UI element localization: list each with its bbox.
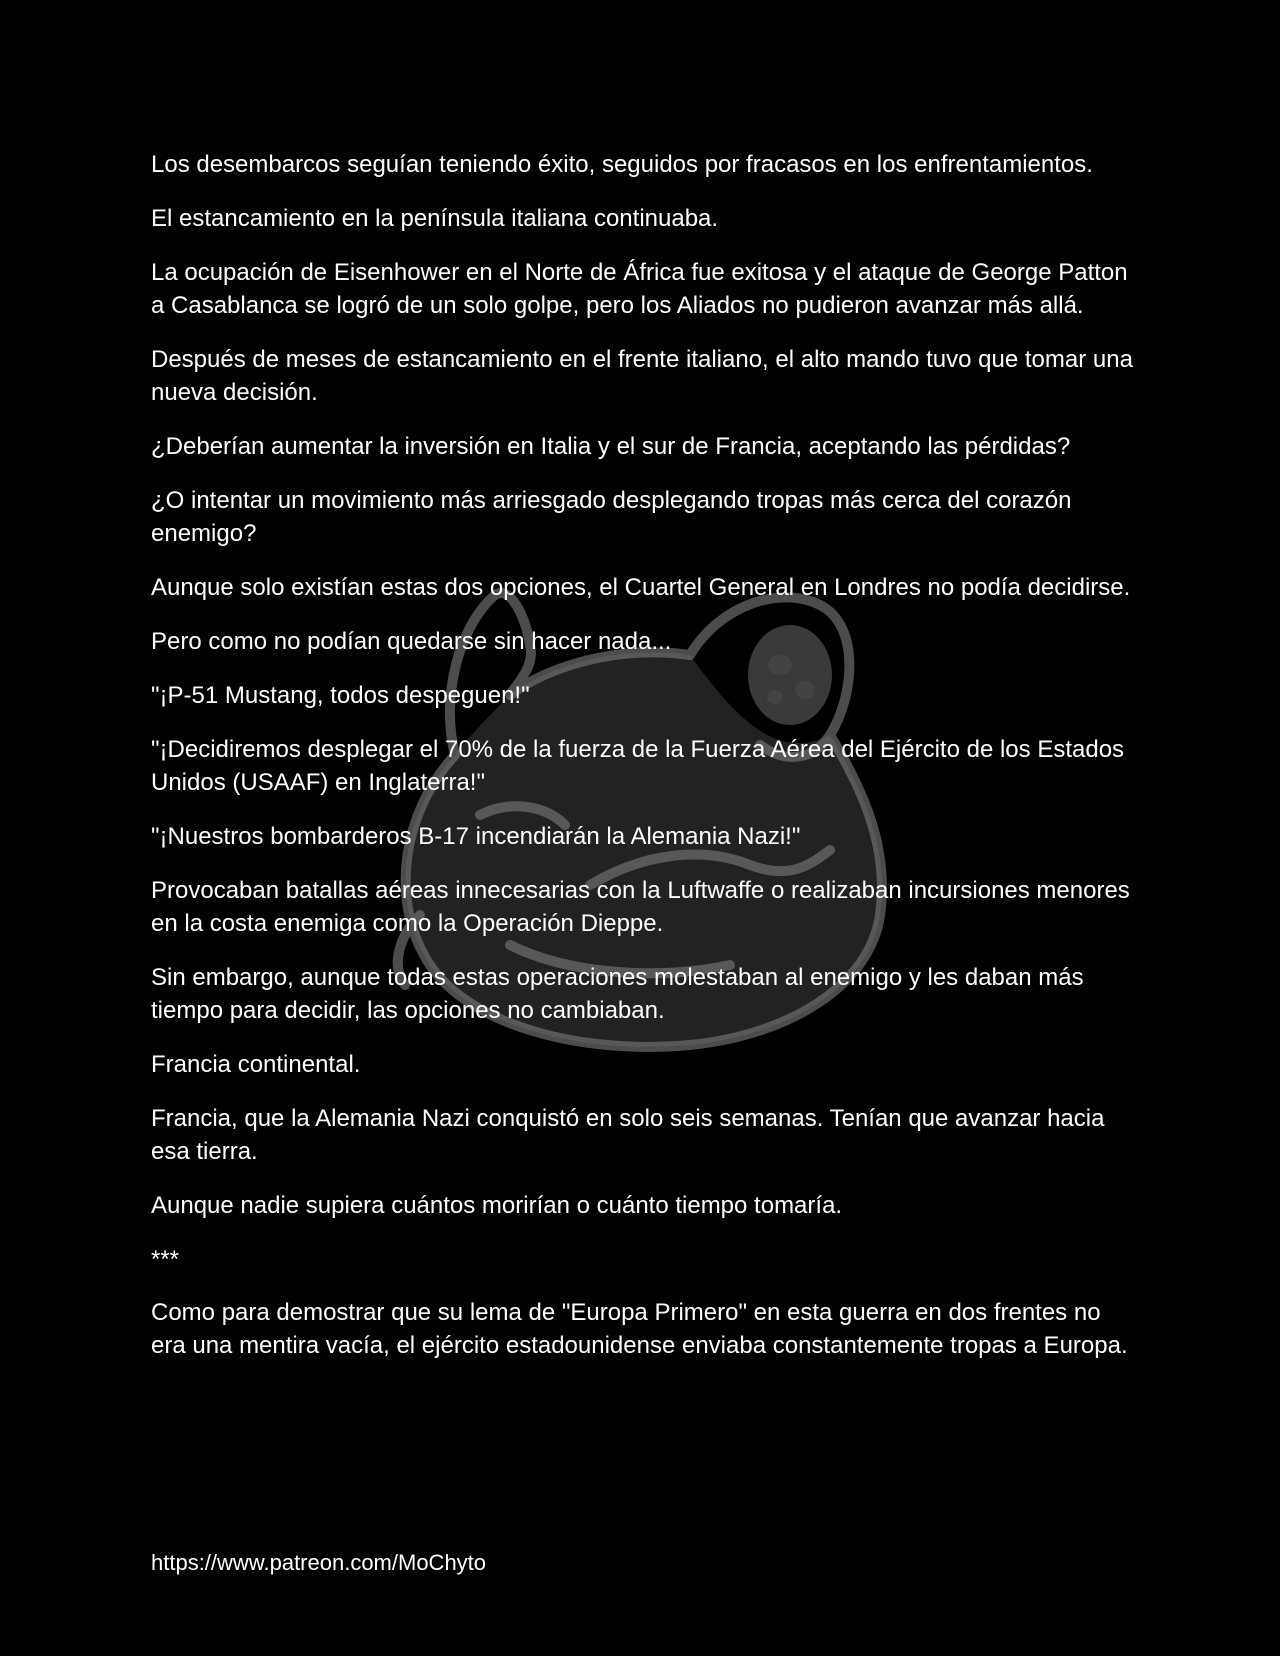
paragraph: Aunque nadie supiera cuántos morirían o cuánto tiempo tomaría.: [151, 1192, 843, 1219]
paragraph: La ocupación de Eisenhower en el Norte de África fue exitosa y el ataque de George Patton a Casablanca se logró de un solo golpe, pero los Aliados no pudieron avanzar más allá.: [151, 259, 1128, 319]
paragraph: "¡Decidiremos desplegar el 70% de la fuerza de la Fuerza Aérea del Ejército de los Estados Unidos (USAAF) en Inglaterra!": [151, 736, 1125, 796]
section-separator: ***: [151, 1246, 180, 1273]
paragraph: "¡P-51 Mustang, todos despeguen!": [151, 682, 530, 709]
paragraph: Francia continental.: [151, 1051, 361, 1078]
paragraph: Francia, que la Alemania Nazi conquistó en solo seis semanas. Tenían que avanzar hacia esa tierra.: [151, 1105, 1105, 1165]
paragraph: Sin embargo, aunque todas estas operaciones molestaban al enemigo y les daban más tiempo para decidir, las opciones no cambiaban.: [151, 964, 1084, 1024]
paragraph: ¿O intentar un movimiento más arriesgado desplegando tropas más cerca del corazón enemigo?: [151, 487, 1072, 547]
paragraph: ¿Deberían aumentar la inversión en Italia y el sur de Francia, aceptando las pérdidas?: [151, 433, 1071, 460]
paragraph: "¡Nuestros bombarderos B-17 incendiarán la Alemania Nazi!": [151, 823, 801, 850]
paragraph: Después de meses de estancamiento en el frente italiano, el alto mando tuvo que tomar una nueva decisión.: [151, 346, 1133, 406]
paragraph: Provocaban batallas aéreas innecesarias con la Luftwaffe o realizaban incursiones menores en la costa enemiga como la Operación Dieppe.: [151, 877, 1130, 937]
paragraph: El estancamiento en la península italiana continuaba.: [151, 205, 719, 232]
patreon-link[interactable]: https://www.patreon.com/MoChyto: [151, 1550, 487, 1575]
paragraph: Como para demostrar que su lema de "Europa Primero" en esta guerra en dos frentes no era una mentira vacía, el ejército estadounidense enviaba constantemente tropas a Europa.: [151, 1299, 1128, 1359]
paragraph: Pero como no podían quedarse sin hacer nada...: [151, 628, 672, 655]
story-text: [151, 148, 1141, 1383]
paragraph: Aunque solo existían estas dos opciones, el Cuartel General en Londres no podía decidirse.: [151, 574, 1131, 601]
paragraph: Los desembarcos seguían teniendo éxito, seguidos por fracasos en los enfrentamientos.: [151, 151, 1093, 178]
